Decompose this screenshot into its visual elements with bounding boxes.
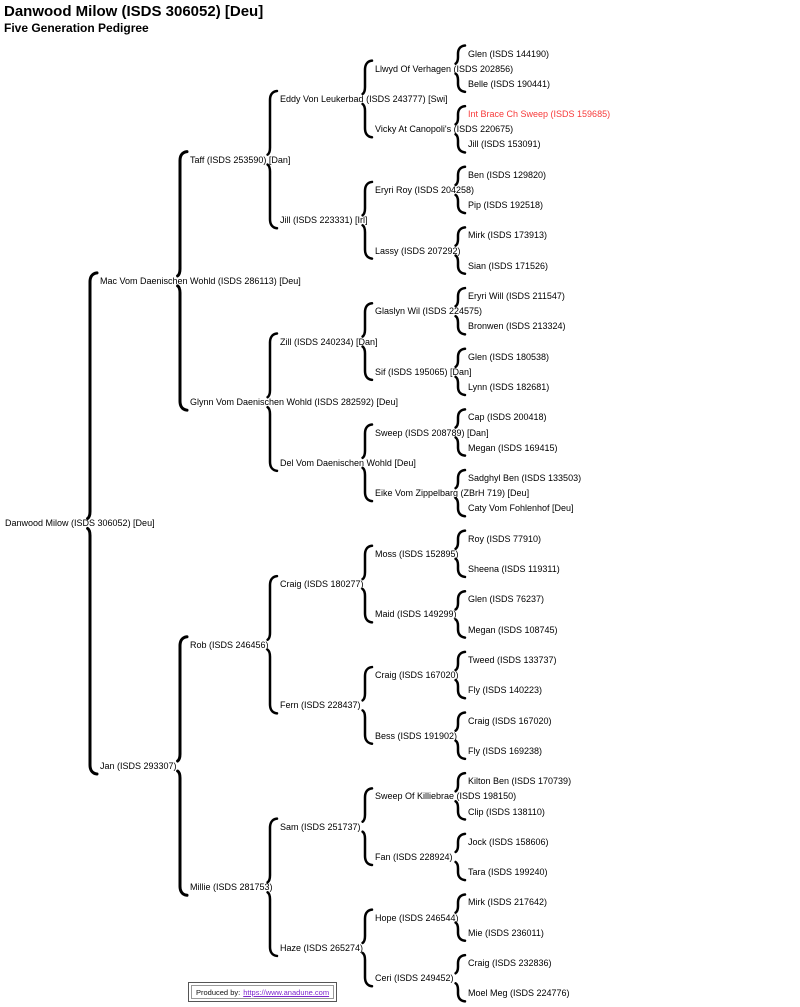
brace-top-hook-gen5-2 (456, 106, 465, 124)
pedigree-node-gen6-21: Tweed (ISDS 133737) (468, 654, 557, 665)
brace-bottom-hook-gen5-2 (456, 134, 465, 152)
brace-top-hook-gen2-2 (178, 637, 187, 761)
pedigree-node-gen4-5: Craig (ISDS 180277) (280, 579, 364, 590)
pedigree-node-gen6-3: Int Brace Ch Sweep (ISDS 159685) (468, 109, 611, 120)
brace-top-hook-gen4-5 (363, 546, 372, 579)
brace-bottom-hook-gen5-14 (456, 862, 465, 880)
produced-by-box (188, 982, 337, 1002)
brace-top-hook-gen4-7 (363, 788, 372, 821)
brace-top-hook-gen1-1 (88, 273, 97, 519)
brace-top-hook-gen3-2 (268, 334, 277, 398)
pedigree-node-gen6-15: Sadghyl Ben (ISDS 133503) (468, 472, 582, 483)
pedigree-node-gen5-2: Vicky At Canopoli's (ISDS 220675) (375, 124, 514, 135)
pedigree-node-gen5-6: Sif (ISDS 195065) [Dan] (375, 366, 472, 377)
pedigree-node-gen6-29: Mirk (ISDS 217642) (468, 897, 548, 908)
brace-bottom-hook-gen5-3 (456, 195, 465, 213)
pedigree-node-gen6-14: Megan (ISDS 169415) (468, 442, 558, 453)
brace-bottom-hook-gen4-1 (363, 104, 372, 137)
pedigree-node-gen6-30: Mie (ISDS 236011) (468, 927, 544, 938)
pedigree-node-gen4-6: Fern (ISDS 228437) (280, 700, 361, 711)
brace-bottom-hook-gen5-5 (456, 316, 465, 334)
pedigree-node-gen6-31: Craig (ISDS 232836) (468, 958, 552, 969)
brace-top-hook-gen5-13 (456, 773, 465, 791)
pedigree-node-gen5-11: Craig (ISDS 167020) (375, 670, 459, 681)
brace-top-hook-gen4-8 (363, 910, 372, 943)
pedigree-node-gen6-32: Moel Meg (ISDS 224776) (468, 988, 570, 999)
brace-bottom-hook-gen4-5 (363, 589, 372, 622)
brace-top-hook-gen4-4 (363, 425, 372, 458)
pedigree-node-gen6-22: Fly (ISDS 140223) (468, 685, 543, 696)
pedigree-node-gen5-12: Bess (ISDS 191902) (375, 730, 458, 741)
brace-bottom-hook-gen3-1 (268, 165, 277, 229)
brace-bottom-hook-gen5-15 (456, 923, 465, 941)
brace-bottom-hook-gen2-1 (178, 286, 187, 410)
brace-top-hook-gen5-7 (456, 409, 465, 427)
pedigree-node-gen4-3: Zill (ISDS 240234) [Dan] (280, 336, 378, 347)
brace-bottom-hook-gen2-2 (178, 771, 187, 895)
pedigree-node-gen2-1: Mac Vom Daenischen Wohld (ISDS 286113) [Deu] (100, 275, 301, 286)
brace-top-hook-gen5-16 (456, 955, 465, 973)
brace-bottom-hook-gen4-6 (363, 710, 372, 743)
brace-bottom-hook-gen5-4 (456, 256, 465, 274)
pedigree-node-gen4-1: Eddy Von Leukerbad (ISDS 243777) [Swi] (280, 93, 448, 104)
pedigree-node-gen6-13: Cap (ISDS 200418) (468, 412, 547, 423)
brace-top-hook-gen5-11 (456, 652, 465, 670)
brace-bottom-hook-gen3-4 (268, 892, 277, 956)
pedigree-node-gen5-7: Sweep (ISDS 208789) [Dan] (375, 427, 489, 438)
pedigree-node-gen5-15: Hope (ISDS 246544) (375, 912, 459, 923)
pedigree-node-gen3-3: Rob (ISDS 246456) (190, 639, 269, 650)
pedigree-node-gen3-4: Millie (ISDS 281753) (190, 882, 273, 893)
brace-top-hook-gen3-3 (268, 576, 277, 640)
page-title: Danwood Milow (ISDS 306052) [Deu] (4, 3, 264, 20)
pedigree-node-gen6-24: Fly (ISDS 169238) (468, 745, 543, 756)
pedigree-node-gen6-16: Caty Vom Fohlenhof [Deu] (468, 503, 574, 514)
pedigree-node-gen5-5: Glaslyn Wil (ISDS 224575) (375, 306, 483, 317)
brace-top-hook-gen5-15 (456, 894, 465, 912)
brace-bottom-hook-gen1-1 (88, 528, 97, 774)
pedigree-node-gen6-27: Jock (ISDS 158606) (468, 836, 549, 847)
brace-bottom-hook-gen3-2 (268, 407, 277, 471)
brace-top-hook-gen5-9 (456, 531, 465, 549)
pedigree-node-gen5-3: Eryri Roy (ISDS 204258) (375, 184, 475, 195)
pedigree-node-gen6-20: Megan (ISDS 108745) (468, 624, 558, 635)
brace-top-hook-gen5-6 (456, 349, 465, 367)
page-subtitle: Five Generation Pedigree (4, 21, 149, 35)
pedigree-node-gen6-6: Pip (ISDS 192518) (468, 200, 544, 211)
pedigree-node-gen5-16: Ceri (ISDS 249452) (375, 973, 454, 984)
brace-top-hook-gen3-4 (268, 819, 277, 883)
pedigree-node-gen6-19: Glen (ISDS 76237) (468, 594, 545, 605)
brace-top-hook-gen5-4 (456, 227, 465, 245)
brace-bottom-hook-gen4-4 (363, 468, 372, 501)
brace-top-hook-gen4-3 (363, 303, 372, 336)
brace-bottom-hook-gen5-9 (456, 559, 465, 577)
brace-top-hook-gen3-1 (268, 91, 277, 155)
pedigree-node-gen3-2: Glynn Vom Daenischen Wohld (ISDS 282592) [Deu] (190, 397, 398, 408)
pedigree-node-gen4-2: Jill (ISDS 223331) [Irl] (280, 215, 368, 226)
produced-by-label: Produced by: (196, 987, 241, 997)
brace-bottom-hook-gen5-8 (456, 498, 465, 516)
brace-bottom-hook-gen5-13 (456, 801, 465, 819)
pedigree-node-gen3-1: Taff (ISDS 253590) [Dan] (190, 154, 291, 165)
brace-bottom-hook-gen5-10 (456, 619, 465, 637)
pedigree-node-gen6-17: Roy (ISDS 77910) (468, 533, 542, 544)
pedigree-node-gen4-7: Sam (ISDS 251737) (280, 821, 361, 832)
pedigree-node-gen6-9: Eryri Will (ISDS 211547) (468, 291, 565, 302)
pedigree-node-gen5-14: Fan (ISDS 228924) (375, 851, 453, 862)
brace-top-hook-gen4-6 (363, 667, 372, 700)
brace-top-hook-gen5-3 (456, 167, 465, 185)
pedigree-node-gen6-23: Craig (ISDS 167020) (468, 715, 552, 726)
brace-bottom-hook-gen4-2 (363, 225, 372, 258)
anadune-link[interactable]: https://www.anadune.com (243, 987, 330, 997)
brace-top-hook-gen4-1 (363, 61, 372, 94)
brace-bottom-hook-gen5-1 (456, 74, 465, 92)
pedigree-node-gen6-10: Bronwen (ISDS 213324) (468, 321, 566, 332)
brace-bottom-hook-gen5-12 (456, 741, 465, 759)
pedigree-node-gen6-25: Kilton Ben (ISDS 170739) (468, 776, 572, 787)
pedigree-node-gen6-1: Glen (ISDS 144190) (468, 48, 550, 59)
pedigree-node-gen6-4: Jill (ISDS 153091) (468, 139, 541, 150)
pedigree-node-gen5-4: Lassy (ISDS 207292) (375, 245, 461, 256)
pedigree-node-gen6-11: Glen (ISDS 180538) (468, 351, 550, 362)
brace-top-hook-gen2-1 (178, 152, 187, 276)
brace-bottom-hook-gen5-7 (456, 438, 465, 456)
pedigree-node-gen6-18: Sheena (ISDS 119311) (468, 563, 560, 574)
brace-top-hook-gen5-8 (456, 470, 465, 488)
brace-top-hook-gen5-12 (456, 713, 465, 731)
pedigree-node-gen6-28: Tara (ISDS 199240) (468, 867, 548, 878)
brace-top-hook-gen4-2 (363, 182, 372, 215)
brace-bottom-hook-gen4-3 (363, 347, 372, 380)
brace-bottom-hook-gen4-7 (363, 832, 372, 865)
pedigree-node-gen6-8: Sian (ISDS 171526) (468, 260, 549, 271)
pedigree-node-gen5-13: Sweep Of Killiebrae (ISDS 198150) (375, 791, 517, 802)
pedigree-node-gen5-9: Moss (ISDS 152895) (375, 548, 459, 559)
pedigree-node-gen6-26: Clip (ISDS 138110) (468, 806, 545, 817)
pedigree-node-gen6-7: Mirk (ISDS 173913) (468, 230, 548, 241)
brace-bottom-hook-gen3-3 (268, 650, 277, 714)
pedigree-node-gen1-1: Danwood Milow (ISDS 306052) [Deu] (5, 518, 155, 529)
pedigree-node-gen6-12: Lynn (ISDS 182681) (468, 382, 550, 393)
pedigree-node-gen4-8: Haze (ISDS 265274) (280, 942, 364, 953)
pedigree-node-gen2-2: Jan (ISDS 293307) (100, 761, 177, 772)
pedigree-node-gen5-10: Maid (ISDS 149299) (375, 609, 457, 620)
brace-bottom-hook-gen5-16 (456, 983, 465, 1001)
pedigree-node-gen6-5: Ben (ISDS 129820) (468, 169, 547, 180)
pedigree-node-gen5-1: Llwyd Of Verhagen (ISDS 202856) (375, 63, 514, 74)
brace-top-hook-gen5-10 (456, 591, 465, 609)
pedigree-node-gen4-4: Del Vom Daenischen Wohld [Deu] (280, 457, 416, 468)
brace-top-hook-gen5-1 (456, 46, 465, 64)
brace-bottom-hook-gen4-8 (363, 953, 372, 986)
pedigree-node-gen5-8: Eike Vom Zippelbarg (ZBrH 719) [Deu] (375, 488, 530, 499)
brace-top-hook-gen5-5 (456, 288, 465, 306)
pedigree-node-gen6-2: Belle (ISDS 190441) (468, 78, 551, 89)
brace-bottom-hook-gen5-6 (456, 377, 465, 395)
brace-bottom-hook-gen5-11 (456, 680, 465, 698)
brace-top-hook-gen5-14 (456, 834, 465, 852)
